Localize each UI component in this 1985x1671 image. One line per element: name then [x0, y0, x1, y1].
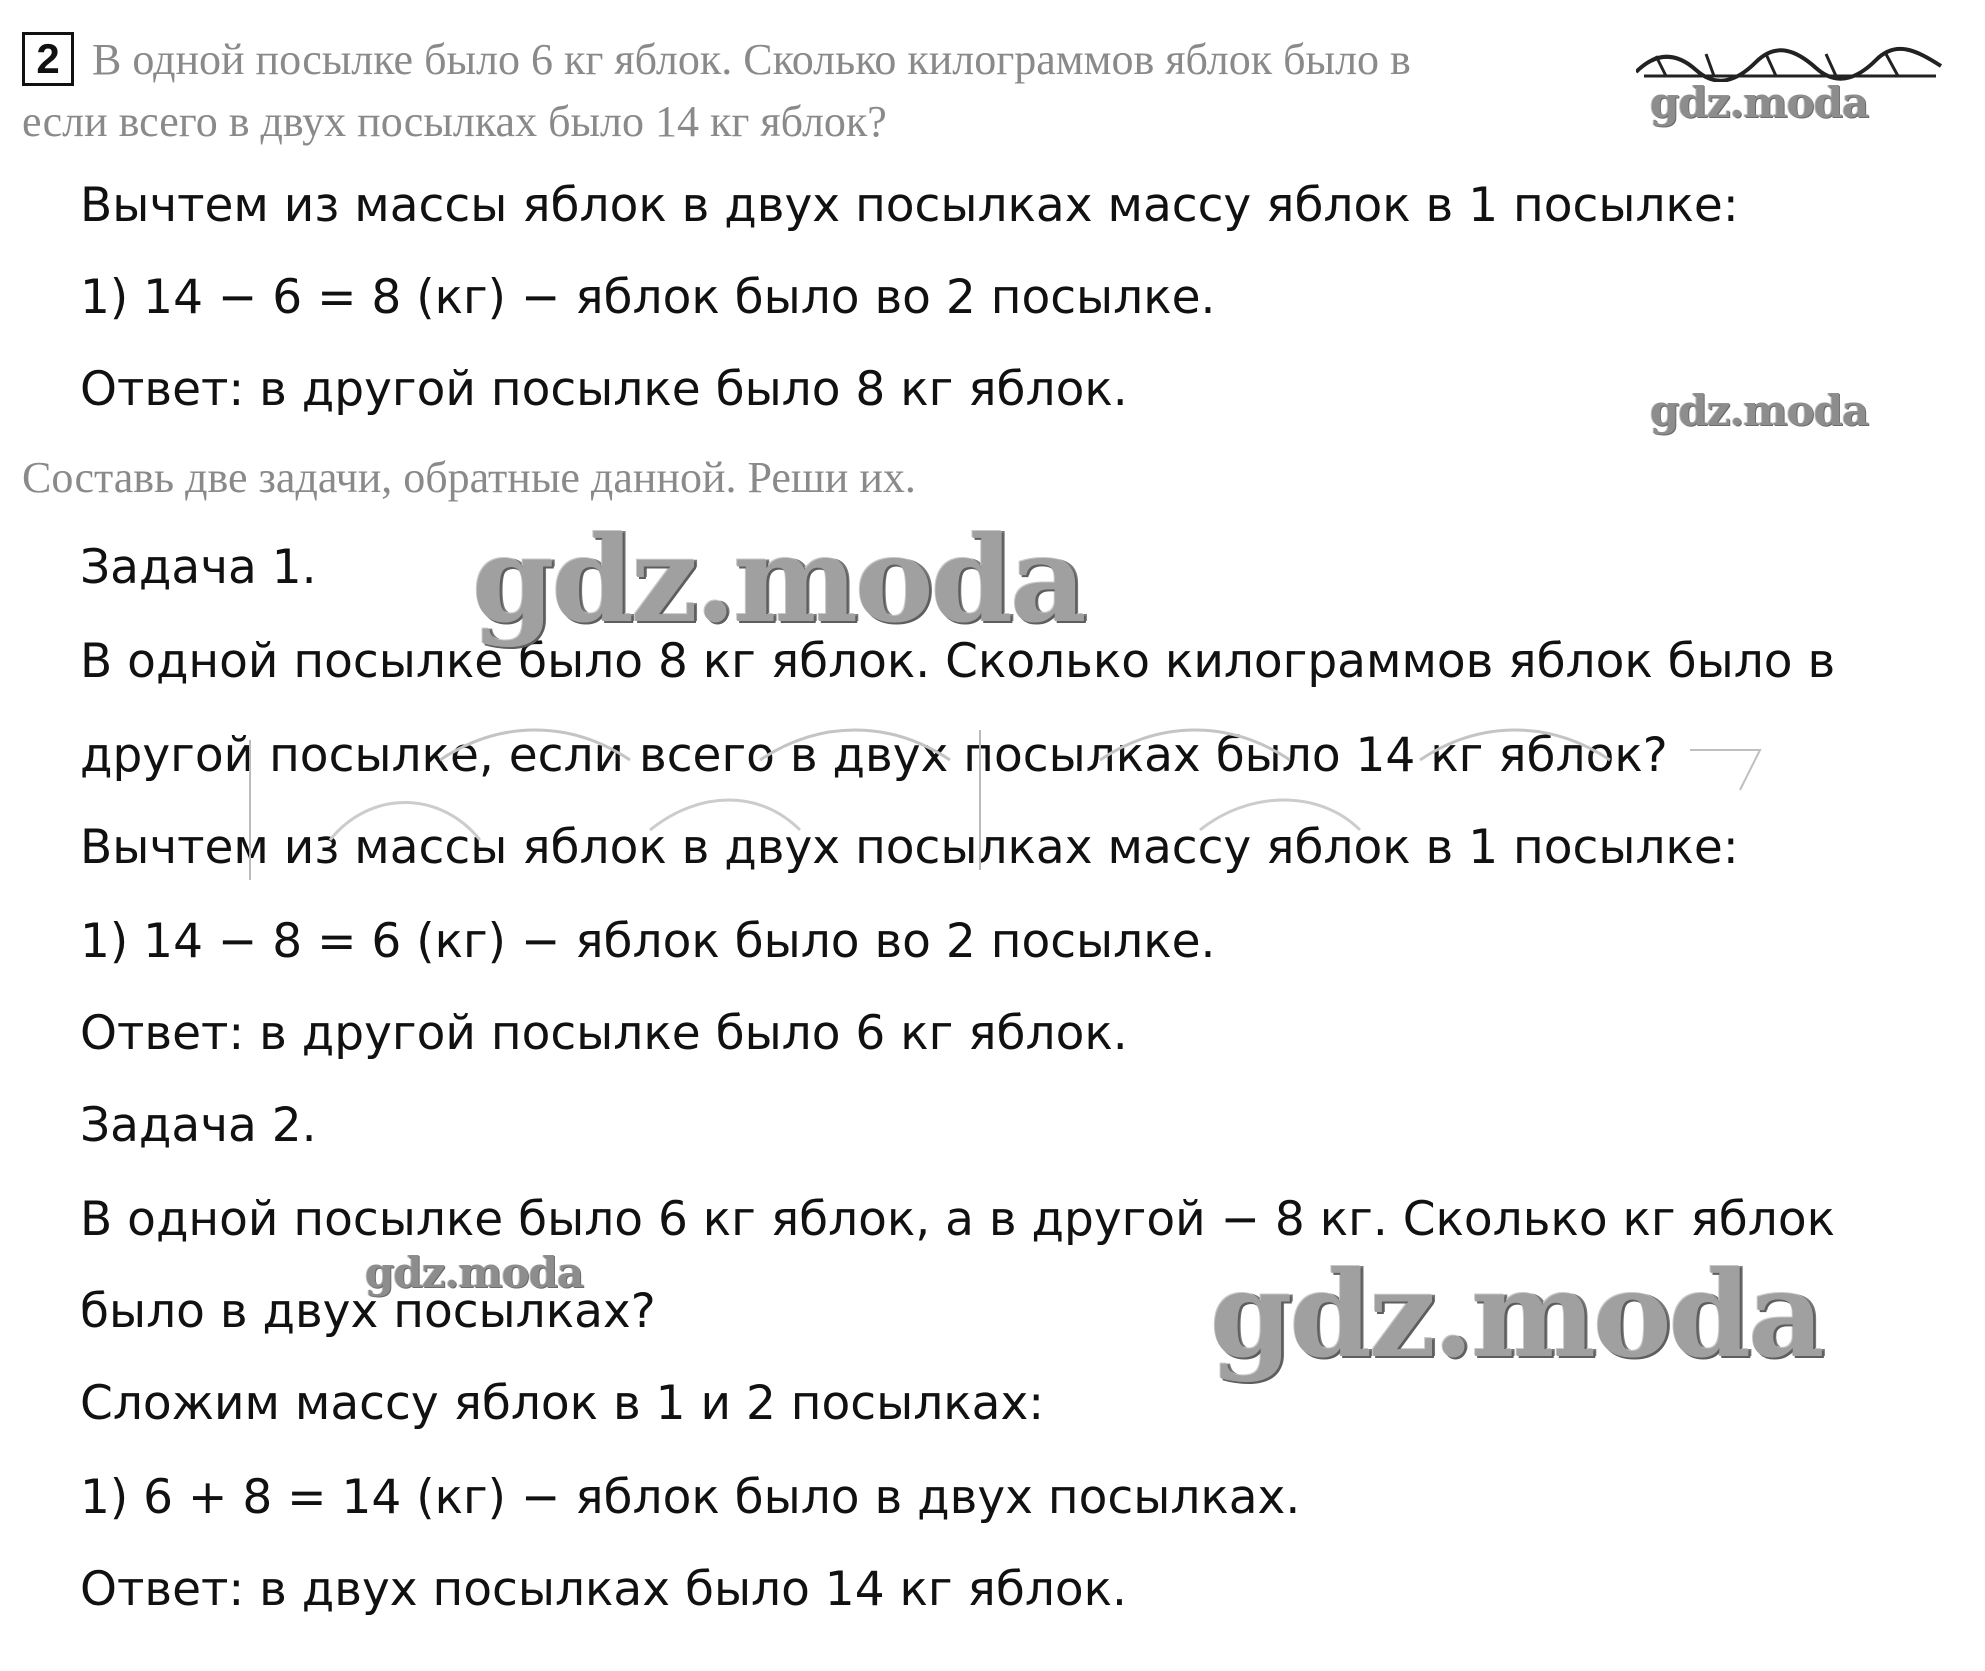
task-2-solution-line-2: 1) 6 + 8 = 14 (кг) − яблок было в двух посылках. [80, 1470, 1301, 1525]
task-number-badge: 2 [22, 32, 74, 86]
task-text-line-2: если всего в двух посылках было 14 кг яблок? [22, 97, 887, 146]
task-text-line-1: В одной посылке было 6 кг яблок. Сколько килограммов яблок было в [92, 35, 1411, 84]
watermark-logo: gdz.moda [1650, 386, 1869, 435]
solution-line-2: 1) 14 − 6 = 8 (кг) − яблок было во 2 посылке. [80, 270, 1216, 325]
watermark-logo: gdz.moda [365, 1248, 584, 1297]
task-1-text-line-1: В одной посылке было 8 кг яблок. Сколько килограммов яблок было в [80, 634, 1836, 689]
task-1-answer: Ответ: в другой посылке было 6 кг яблок. [80, 1006, 1128, 1061]
task-1-solution-line-2: 1) 14 − 8 = 6 (кг) − яблок было во 2 посылке. [80, 914, 1216, 969]
task-2-heading: Задача 2. [80, 1098, 317, 1153]
watermark-logo: gdz.moda [472, 510, 1084, 649]
watermark-logo: gdz.moda [1210, 1245, 1822, 1384]
exercise-prompt: Составь две задачи, обратные данной. Реши их. [22, 453, 916, 502]
task-1-text-line-2: другой посылке, если всего в двух посылках было 14 кг яблок? [80, 728, 1668, 783]
task-2-answer: Ответ: в двух посылках было 14 кг яблок. [80, 1562, 1127, 1617]
solution-line-1: Вычтем из массы яблок в двух посылках массу яблок в 1 посылке: [80, 178, 1739, 233]
scribble-overlay [1636, 42, 1946, 82]
solution-answer: Ответ: в другой посылке было 8 кг яблок. [80, 362, 1128, 417]
watermark-logo: gdz.moda [1650, 78, 1869, 127]
task-2-solution-line-1: Сложим массу яблок в 1 и 2 посылках: [80, 1376, 1045, 1431]
task-1-solution-line-1: Вычтем из массы яблок в двух посылках массу яблок в 1 посылке: [80, 820, 1739, 875]
task-2-text-line-2: было в двух посылках? [80, 1284, 656, 1339]
task-2-text-line-1: В одной посылке было 6 кг яблок, а в другой − 8 кг. Сколько кг яблок [80, 1192, 1835, 1247]
task-1-heading: Задача 1. [80, 540, 317, 595]
